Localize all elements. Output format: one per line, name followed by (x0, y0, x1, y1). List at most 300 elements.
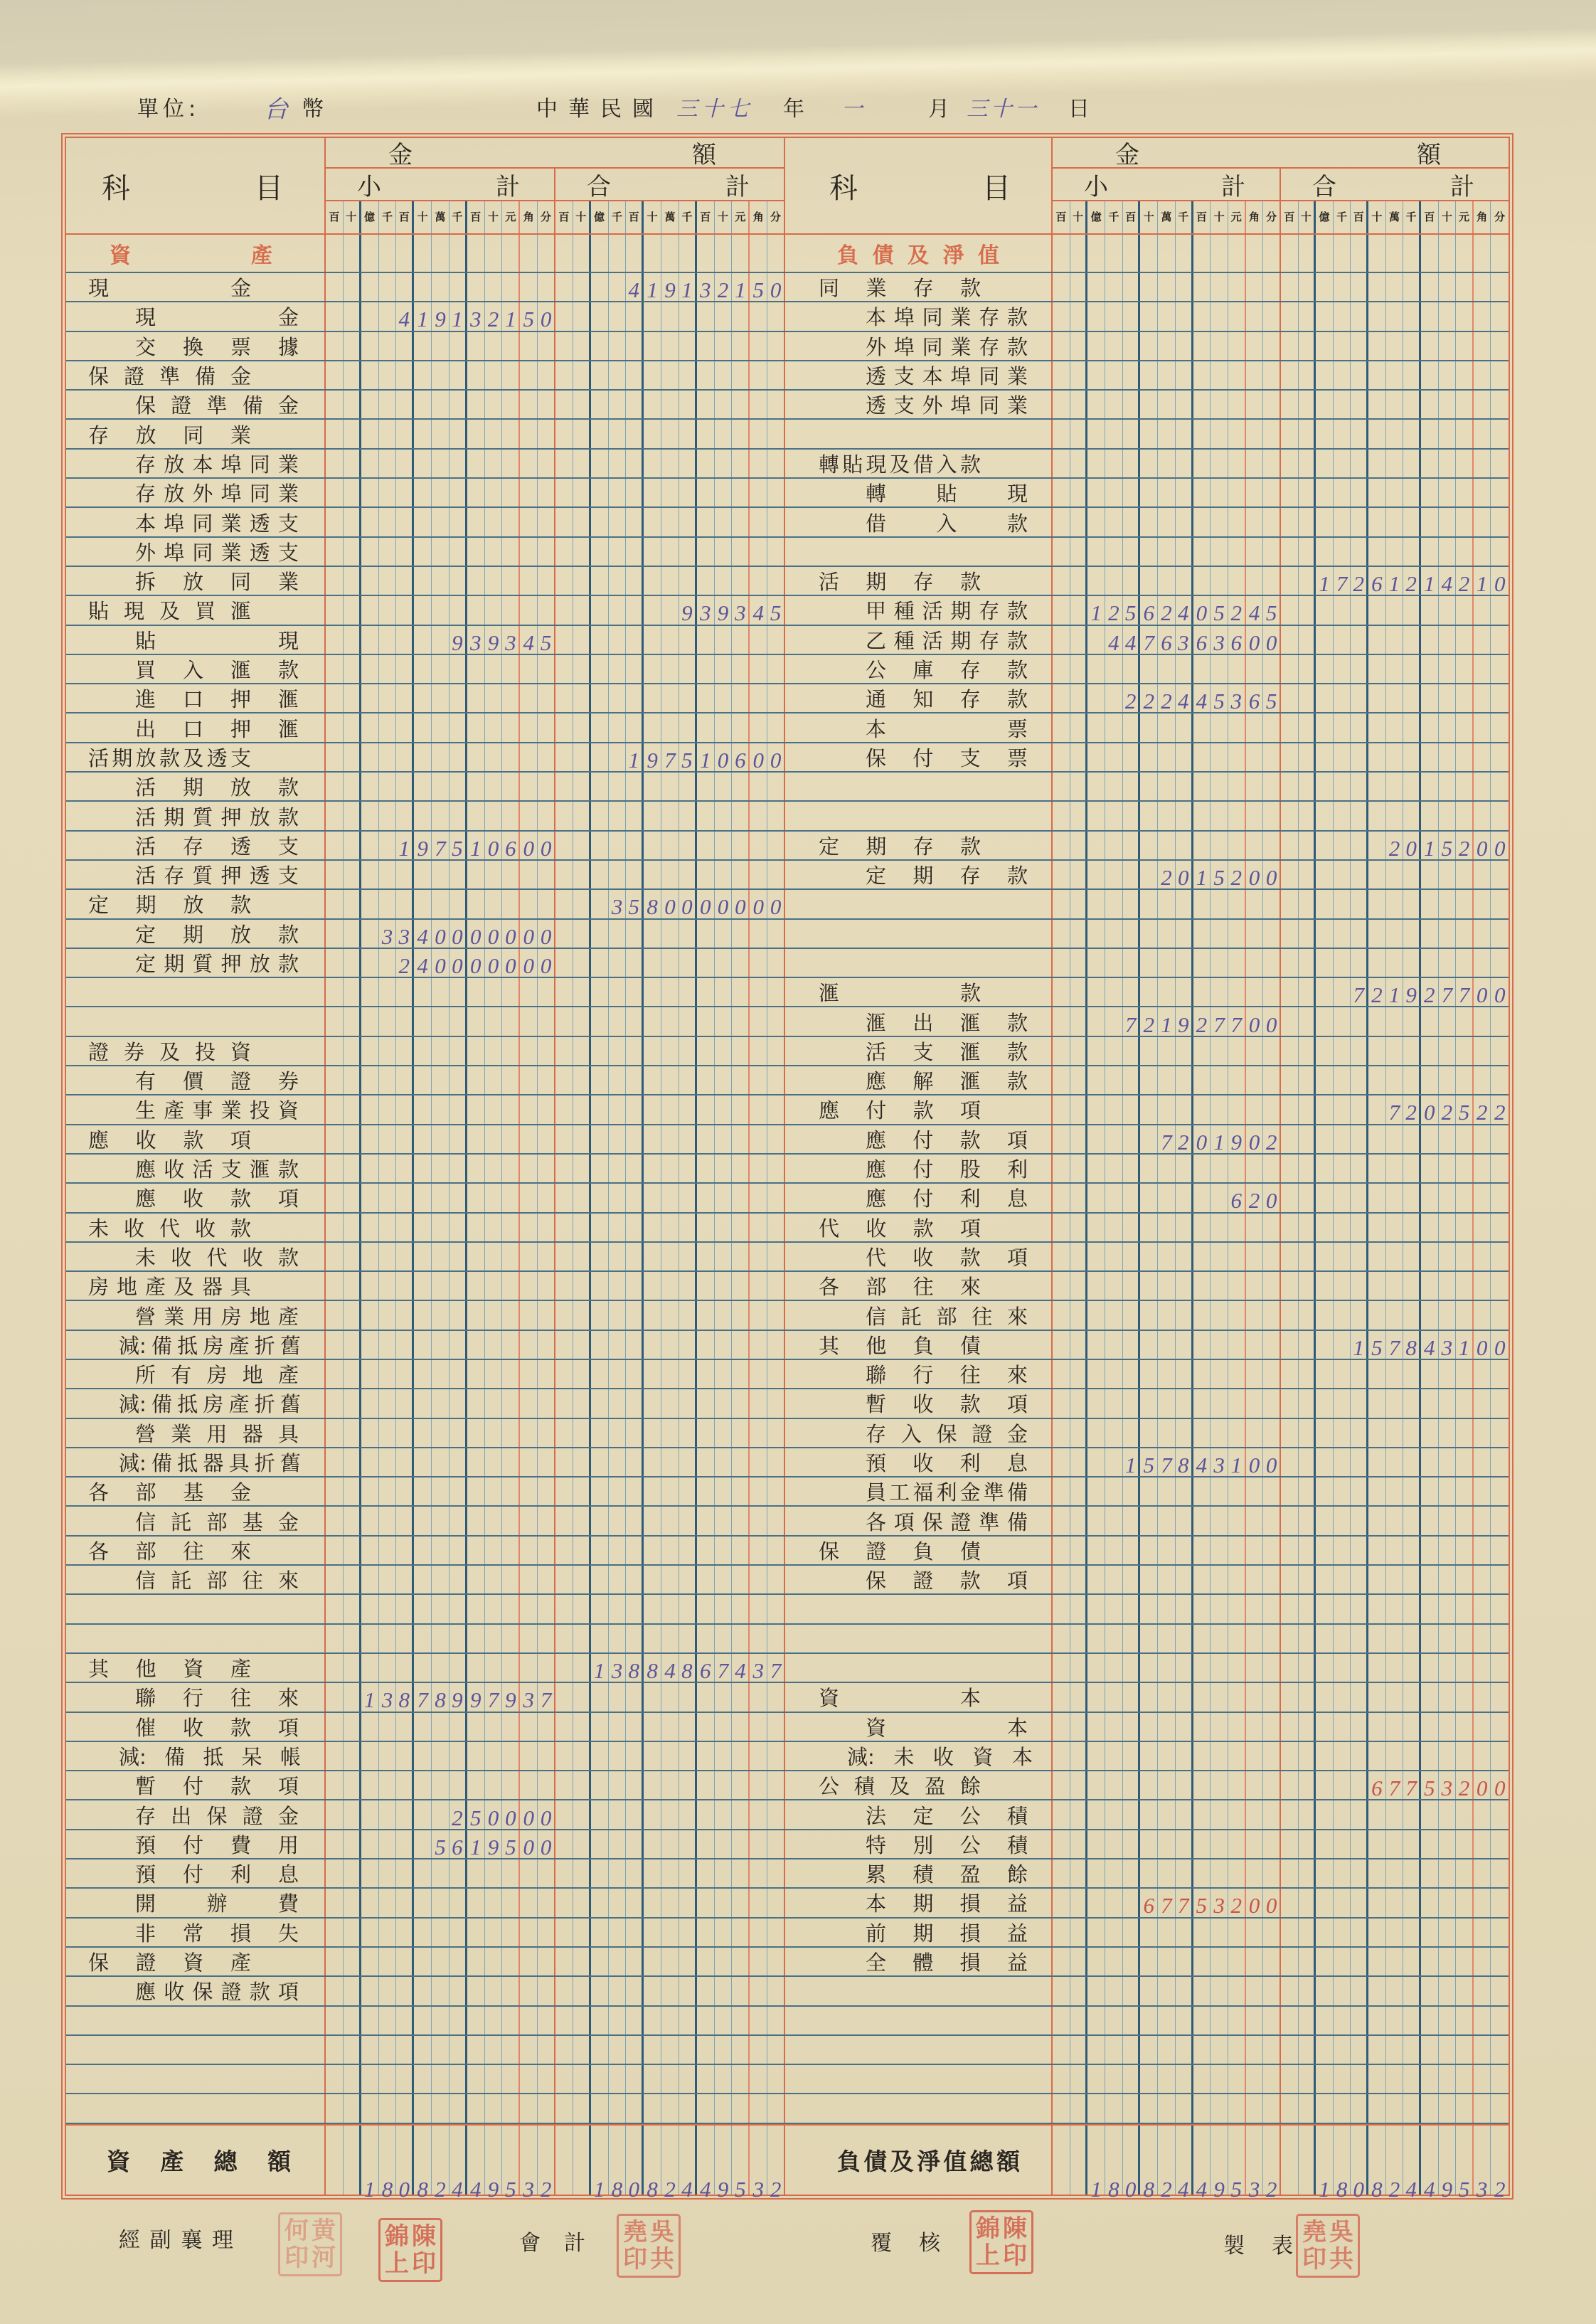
digit-cell (1158, 2065, 1176, 2093)
digit-cell (1474, 420, 1491, 447)
digit-cell (361, 361, 379, 389)
digit-cell (1351, 1625, 1368, 1652)
digit-cell (1456, 861, 1474, 888)
digit-cell (1070, 802, 1088, 829)
digit-cell (1193, 1507, 1211, 1534)
total-amount (1281, 391, 1509, 418)
digit-cell (485, 508, 503, 536)
digit-cell (679, 713, 697, 741)
digit-cell (1158, 538, 1176, 566)
digit-cell (414, 2094, 432, 2122)
account-label: 定 期 存 款 (785, 861, 1053, 888)
digit-cell (732, 1243, 750, 1270)
digit-cell (1246, 1155, 1264, 1182)
digit-cell (1105, 1125, 1123, 1153)
digit-cell (767, 1654, 785, 1682)
digit-cell (697, 920, 715, 948)
digit-cell (1140, 1448, 1158, 1476)
digit-cell (732, 684, 750, 712)
digit-cell (1087, 361, 1105, 389)
digit-cell (767, 802, 785, 829)
digit-cell (1439, 713, 1457, 741)
digit-cell (379, 1683, 397, 1711)
digit-cell (538, 1919, 555, 1946)
digit-cell (1299, 1331, 1316, 1359)
digit-cell (1334, 1301, 1351, 1329)
digit-cell (326, 773, 344, 800)
digit-cell (1070, 479, 1088, 506)
digit-cell (644, 450, 661, 477)
subtotal-amount (1053, 1184, 1281, 1214)
digit-cell (1087, 2094, 1105, 2122)
digit-cell (344, 773, 361, 800)
digit-cell (485, 1066, 503, 1094)
digit-cell (1176, 1830, 1193, 1858)
digit-cell (1158, 332, 1176, 360)
account-label: 交 換 票 據 (66, 332, 326, 360)
digit-cell (644, 655, 661, 683)
digit-cell (1316, 479, 1334, 506)
digit-cell (1386, 2094, 1404, 2122)
seal-char: 陳 (1003, 2214, 1027, 2243)
digit-cell (1158, 450, 1176, 477)
digit-cell (361, 920, 379, 948)
digit-cell (1316, 420, 1334, 447)
account-row (66, 1331, 785, 1360)
account-label: 預 收 利 息 (785, 1448, 1053, 1476)
digit-cell (1439, 1595, 1457, 1623)
digit-cell (679, 332, 697, 360)
digit-cell (679, 1243, 697, 1270)
digit-cell (591, 1037, 609, 1065)
digit-cell (591, 1889, 609, 1916)
account-row (66, 1095, 785, 1125)
handwritten-digit: 2 (1230, 865, 1243, 891)
digit-cell (1456, 1654, 1474, 1682)
digit-cell (1123, 1595, 1141, 1623)
digit-cell (1053, 391, 1070, 418)
digit-cell (715, 1537, 733, 1564)
digit-cell (750, 626, 767, 654)
digit-cell (1211, 420, 1228, 447)
digit-cell (1087, 596, 1105, 624)
handwritten-digit: 9 (647, 747, 658, 773)
digit-cell (1070, 1507, 1088, 1534)
digit-cell (1053, 1066, 1070, 1094)
digit-cell (1211, 1095, 1228, 1123)
subtotal-amount (1053, 1301, 1281, 1329)
digit-cell (361, 1419, 379, 1447)
digit-cell (1123, 1448, 1141, 1476)
digit-cell (502, 861, 520, 888)
digit-cell (750, 802, 767, 829)
digit-cell (661, 567, 679, 595)
digit-cell (1403, 713, 1421, 741)
digit-cell (1334, 1683, 1351, 1711)
digit-cell (661, 1272, 679, 1300)
blank-row (785, 1595, 1509, 1624)
digit-cell (555, 450, 573, 477)
account-row (66, 1713, 785, 1742)
digit-cell (1299, 1800, 1316, 1828)
digit-cell (1491, 713, 1509, 741)
digit-cell (573, 978, 591, 1006)
digit-cell (1053, 1389, 1070, 1417)
digit-cell (361, 2036, 379, 2064)
blank-row (66, 1007, 785, 1036)
digit-cell (573, 1184, 591, 1211)
digit-cell (1491, 479, 1509, 506)
digit-cell (555, 1713, 573, 1741)
handwritten-digit: 0 (452, 953, 463, 978)
digit-cell (467, 1360, 485, 1388)
account-label: 各 部 往 來 (66, 1537, 326, 1564)
total-amount (1281, 1977, 1509, 2005)
digit-cell (1403, 450, 1421, 477)
digit-cell (467, 1184, 485, 1211)
digit-cell (767, 1331, 785, 1359)
digit-cell (1263, 1683, 1281, 1711)
digit-cell (715, 508, 733, 536)
digit-cell (432, 713, 449, 741)
digit-cell (538, 567, 555, 595)
digit-cell (1439, 2094, 1457, 2122)
digit-cell (1263, 743, 1281, 771)
digit-cell (520, 567, 538, 595)
digit-cell (1386, 832, 1404, 859)
digit-cell (715, 1360, 733, 1388)
digit-cell (432, 1771, 449, 1799)
digit-cell (1263, 2036, 1281, 2064)
digit-cell (467, 508, 485, 536)
digit-cell (1421, 1243, 1439, 1270)
handwritten-digit: 7 (487, 1687, 499, 1713)
subtotal-amount (326, 1595, 555, 1623)
digit-cell (1491, 2007, 1509, 2034)
digit-cell (1228, 1155, 1246, 1182)
digit-cell (1421, 920, 1439, 948)
digit-cell (1403, 1095, 1421, 1123)
digit-cell (732, 2036, 750, 2064)
digit-cell (1070, 1889, 1088, 1916)
digit-cell (609, 1800, 627, 1828)
digit-cell (767, 2126, 785, 2202)
subtotal-amount (326, 1977, 555, 2005)
digit-cell (1087, 1066, 1105, 1094)
total-amount (1281, 1125, 1509, 1153)
subtotal-amount (326, 508, 555, 536)
digit-cell (591, 1919, 609, 1946)
digit-cell (679, 655, 697, 683)
digit-cell (1456, 1331, 1474, 1359)
total-amount (555, 1683, 785, 1711)
digit-cell (1351, 2065, 1368, 2093)
digit-cell (1228, 1566, 1246, 1593)
digit-cell (1421, 479, 1439, 506)
digit-cell (379, 1389, 397, 1417)
handwritten-digit: 1 (593, 2177, 605, 2202)
total-amount (555, 626, 785, 654)
digit-cell (1087, 2065, 1105, 2093)
digit-cell (1228, 2094, 1246, 2122)
handwritten-digit: 9 (664, 277, 676, 303)
digit-cell (1316, 538, 1334, 566)
digit-cell (1228, 1977, 1246, 2005)
digit-cell (1456, 1830, 1474, 1858)
digit-cell (626, 361, 644, 389)
digit-cell (326, 743, 344, 771)
digit-cell (1316, 1477, 1334, 1505)
digit-cell (1456, 1125, 1474, 1153)
digit-cell (361, 978, 379, 1006)
digit-cell (591, 1800, 609, 1828)
digit-cell (1158, 1566, 1176, 1593)
digit-cell (538, 949, 555, 977)
digit-cell (467, 655, 485, 683)
digit-cell (379, 861, 397, 888)
account-label: 減: 備 抵 呆 帳 (66, 1742, 326, 1770)
digit-cell (1403, 1977, 1421, 2005)
digit-cell (661, 890, 679, 918)
digit-cell (520, 273, 538, 301)
digit-cell (1263, 273, 1281, 301)
digit-cell (432, 1272, 449, 1300)
digit-cell (555, 1155, 573, 1182)
digit-cell (1403, 1448, 1421, 1476)
subtotal-amount (326, 861, 555, 888)
digit-cell (379, 596, 397, 624)
digit-cell (609, 479, 627, 506)
account-row (785, 743, 1509, 773)
digit-cell (414, 1301, 432, 1329)
digit-cell (1176, 832, 1193, 859)
digit-cell (1176, 1066, 1193, 1094)
digit-cell (520, 1184, 538, 1211)
digit-cell (396, 1889, 414, 1916)
digit-cell (750, 1830, 767, 1858)
account-label: 營 業 用 房 地 產 (66, 1301, 326, 1329)
digit-cell (1158, 1654, 1176, 1682)
digit-cell (555, 391, 573, 418)
digit-cell (732, 949, 750, 977)
handwritten-digit: 1 (628, 747, 640, 773)
digit-cell (1316, 1389, 1334, 1417)
digit-cell (1456, 420, 1474, 447)
handwritten-digit: 7 (1388, 1100, 1400, 1125)
digit-cell (502, 1566, 520, 1593)
digit-place-label: 十 (573, 201, 591, 233)
digit-cell (520, 2094, 538, 2122)
total-amount (555, 1537, 785, 1564)
digit-place-label: 百 (467, 201, 485, 233)
digit-cell (573, 1859, 591, 1887)
digit-cell (644, 1272, 661, 1300)
digit-cell (1491, 1537, 1509, 1564)
digit-cell (591, 1713, 609, 1741)
digit-cell (626, 1184, 644, 1211)
digit-cell (697, 713, 715, 741)
digit-place-label: 萬 (1386, 201, 1404, 233)
digit-cell (1140, 1948, 1158, 1975)
digit-cell (1386, 1977, 1404, 2005)
digit-cell (1421, 684, 1439, 712)
digit-cell (326, 1948, 344, 1975)
digit-cell (485, 1389, 503, 1417)
digit-cell (661, 626, 679, 654)
digit-cell (1439, 949, 1457, 977)
total-amount (1281, 450, 1509, 477)
digit-cell (1439, 1243, 1457, 1270)
digit-cell (609, 391, 627, 418)
digit-cell (697, 1683, 715, 1711)
digit-cell (1334, 1007, 1351, 1035)
digit-cell (679, 1566, 697, 1593)
digit-cell (449, 1037, 467, 1065)
digit-cell (414, 949, 432, 977)
digit-cell (1334, 1125, 1351, 1153)
digit-cell (1140, 978, 1158, 1006)
digit-cell (1263, 2065, 1281, 2093)
digit-cell (732, 1448, 750, 1476)
digit-cell (485, 1771, 503, 1799)
digit-cell (1053, 1037, 1070, 1065)
digit-cell (538, 1977, 555, 2005)
digit-cell (661, 1066, 679, 1094)
digit-cell (591, 538, 609, 566)
account-label: 證 券 及 投 資 (66, 1037, 326, 1065)
digit-cell (1105, 1243, 1123, 1270)
digit-cell (1334, 949, 1351, 977)
total-amount (1281, 1331, 1509, 1359)
digit-cell (1439, 1419, 1457, 1447)
digit-cell (1316, 1566, 1334, 1593)
digit-cell (538, 1007, 555, 1035)
digit-cell (1281, 1477, 1299, 1505)
digit-cell (1299, 1977, 1316, 2005)
digit-cell (344, 538, 361, 566)
digit-cell (502, 626, 520, 654)
digit-cell (1403, 1389, 1421, 1417)
digit-cell (379, 1948, 397, 1975)
digit-cell (1105, 978, 1123, 1006)
account-label: 轉 貼 現 及 借 入 款 (785, 450, 1053, 477)
digit-cell (1123, 1214, 1141, 1241)
digit-cell (1158, 1595, 1176, 1623)
digit-cell (467, 626, 485, 654)
handwritten-digit: 0 (540, 835, 552, 861)
digit-cell (697, 538, 715, 566)
digit-cell (644, 1919, 661, 1946)
digit-cell (485, 1654, 503, 1682)
subtotal-amount (1053, 450, 1281, 477)
digit-cell (679, 1037, 697, 1065)
total-amount (1281, 1859, 1509, 1887)
digit-cell (502, 1713, 520, 1741)
handwritten-digit: 9 (717, 2177, 729, 2202)
digit-cell (1123, 1507, 1141, 1534)
digit-cell (326, 1537, 344, 1564)
digit-cell (485, 890, 503, 918)
digit-cell (1176, 861, 1193, 891)
digit-cell (661, 1007, 679, 1035)
account-label: 滙 出 滙 款 (785, 1007, 1053, 1035)
digit-cell (1386, 1243, 1404, 1270)
digit-cell (344, 1919, 361, 1946)
digit-cell (1158, 1448, 1176, 1476)
digit-cell (1281, 1507, 1299, 1534)
subtotal-digit-places (1053, 201, 1281, 233)
digit-cell (1176, 1243, 1193, 1270)
digit-cell (609, 1125, 627, 1153)
digit-cell (502, 1331, 520, 1359)
digit-cell (1087, 684, 1105, 712)
total-amount (1281, 1389, 1509, 1417)
digit-cell (467, 1830, 485, 1858)
digit-cell (449, 1948, 467, 1975)
digit-cell (1334, 235, 1351, 272)
account-label: 定 期 質 押 放 款 (66, 949, 326, 977)
handwritten-digit: 9 (1405, 982, 1417, 1008)
digit-cell (1211, 479, 1228, 506)
digit-cell (1228, 361, 1246, 389)
digit-cell (626, 1360, 644, 1388)
digit-cell (1421, 1859, 1439, 1887)
digit-cell (1491, 1948, 1509, 1975)
digit-cell (1263, 2007, 1281, 2034)
total-amount (555, 861, 785, 888)
digit-cell (732, 2126, 750, 2202)
digit-cell (1123, 2036, 1141, 2064)
digit-cell (1491, 2036, 1509, 2064)
digit-cell (1070, 1243, 1088, 1270)
digit-cell (555, 655, 573, 683)
digit-cell (1386, 1919, 1404, 1946)
subtotal-amount (326, 1771, 555, 1799)
digit-cell (1386, 1037, 1404, 1065)
digit-cell (1351, 391, 1368, 418)
digit-cell (1456, 1095, 1474, 1123)
digit-cell (767, 890, 785, 918)
account-row (66, 832, 785, 861)
digit-cell (1299, 420, 1316, 447)
digit-cell (750, 1654, 767, 1682)
digit-cell (661, 802, 679, 829)
seal-char: 印 (1302, 2245, 1326, 2273)
digit-cell (1070, 1919, 1088, 1946)
digit-cell (520, 655, 538, 683)
digit-cell (1140, 479, 1158, 506)
digit-cell (1211, 450, 1228, 477)
handwritten-digit: 0 (1476, 835, 1488, 861)
digit-cell (1087, 1419, 1105, 1447)
subtotal-amount (1053, 1742, 1281, 1770)
digit-cell (520, 479, 538, 506)
digit-cell (1176, 538, 1193, 566)
digit-cell (520, 1448, 538, 1476)
digit-cell (750, 861, 767, 888)
digit-cell (414, 890, 432, 918)
total-amount (555, 1389, 785, 1417)
handwritten-digit: 5 (540, 630, 552, 655)
digit-cell (1087, 391, 1105, 418)
digit-cell (1228, 420, 1246, 447)
total-amount (1281, 235, 1509, 272)
digit-cell (1474, 1625, 1491, 1652)
digit-cell (1368, 1419, 1386, 1447)
digit-cell (467, 1037, 485, 1065)
digit-cell (1386, 1859, 1404, 1887)
digit-cell (449, 1800, 467, 1828)
